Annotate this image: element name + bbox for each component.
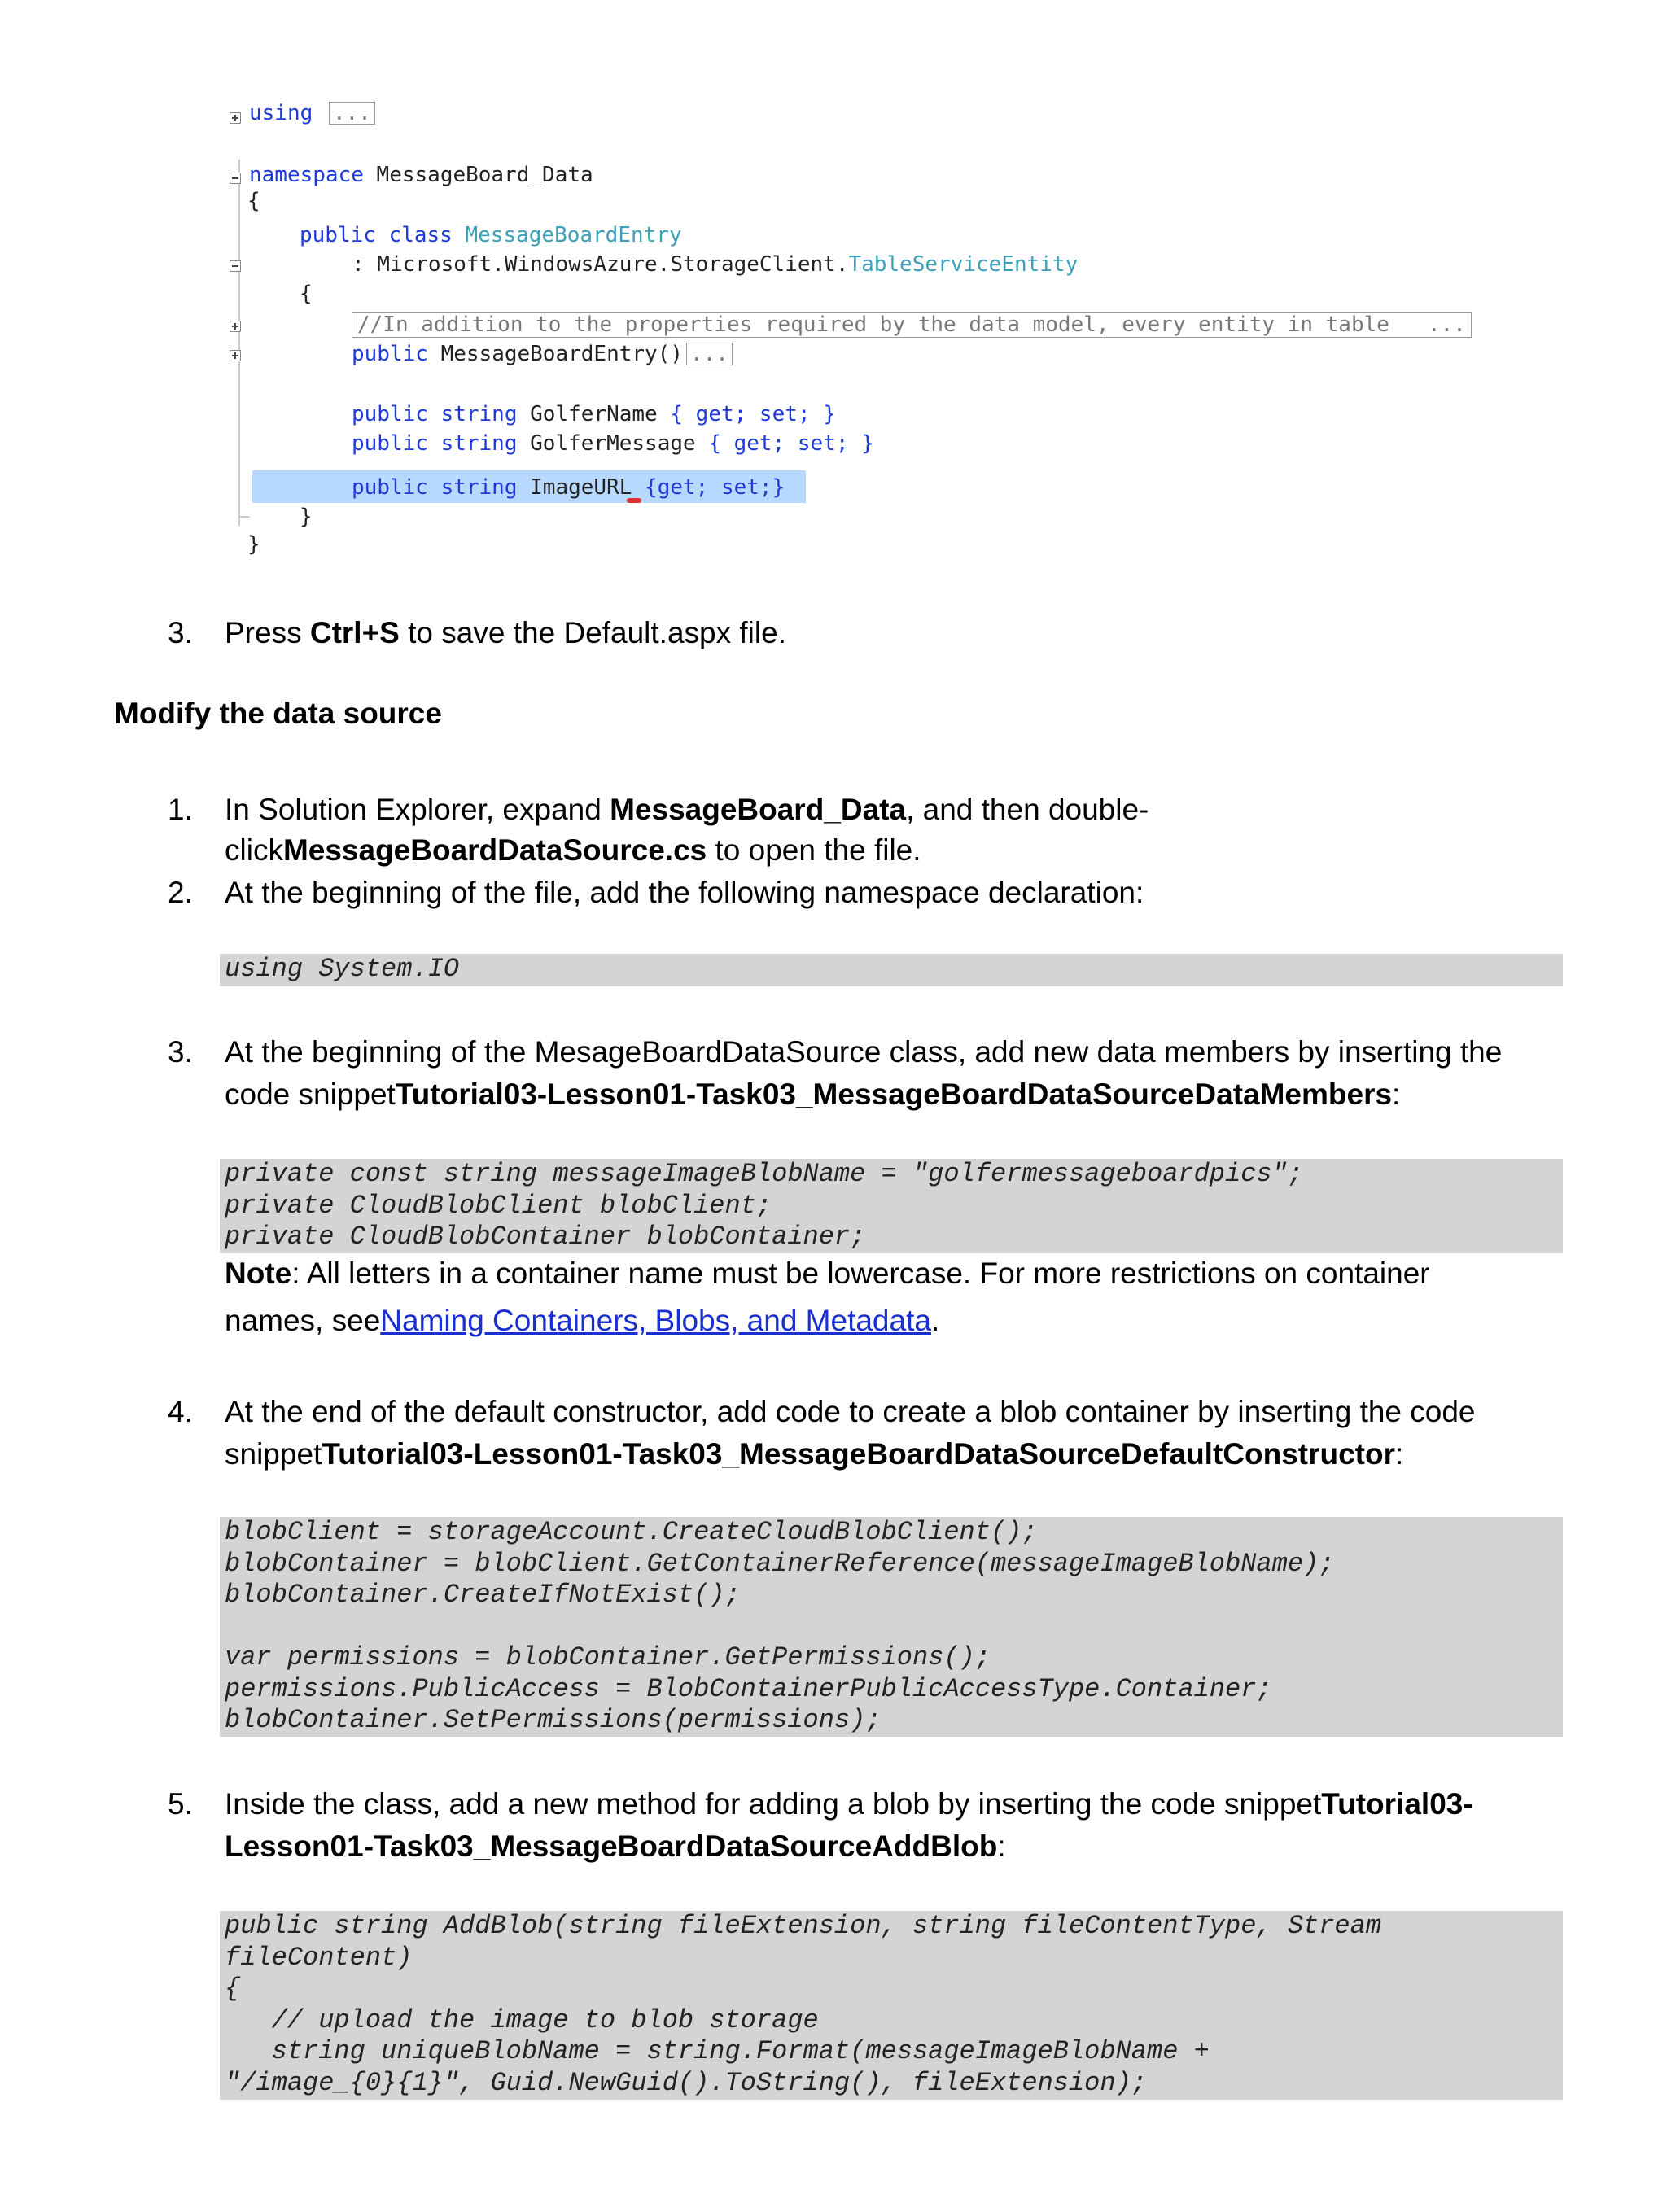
code-editor-screenshot <box>220 96 1506 568</box>
property-name: GolferMessage <box>530 431 696 456</box>
keyword: using <box>249 101 313 125</box>
class-name: MessageBoardEntry <box>465 223 682 247</box>
text: to save the Default.aspx file. <box>399 616 786 649</box>
step-text <box>225 789 1149 830</box>
brace-line: } <box>247 532 260 557</box>
collapsed-comment[interactable]: //In addition to the properties required by the data model, every entity in table ... <box>352 312 1472 338</box>
collapse-icon[interactable] <box>230 260 241 272</box>
text: In Solution Explorer, expand <box>225 793 610 826</box>
base-prefix: : Microsoft.WindowsAzure.StorageClient. <box>352 252 849 277</box>
step-text: At the end of the default constructor, add code to create a blob container by inserting the code <box>225 1395 1476 1428</box>
expand-icon[interactable] <box>230 112 241 124</box>
outline-guide <box>238 160 240 526</box>
step-number: 3. <box>168 616 193 649</box>
namespace-name: MessageBoard_Data <box>376 163 593 187</box>
project-name: MessageBoard_Data <box>610 793 907 826</box>
expand-icon[interactable] <box>230 321 241 332</box>
class-line <box>300 221 682 251</box>
keyword: public string <box>352 431 518 456</box>
snippet-name: Tutorial03-Lesson01-Task03_MessageBoardDataSourceDefaultConstructor <box>322 1437 1395 1471</box>
text: Press <box>225 616 310 649</box>
outline-guide-end <box>238 516 250 518</box>
base-type: TableServiceEntity <box>848 252 1079 277</box>
step-text-continued <box>225 830 921 871</box>
brace-line: } <box>300 505 313 529</box>
text: names, see <box>225 1304 381 1337</box>
step-text-continued <box>225 1074 1400 1115</box>
property-line-selected <box>352 474 785 503</box>
step-number: 4. <box>168 1395 193 1428</box>
shortcut: Ctrl+S <box>309 616 400 649</box>
step-number: 1. <box>168 793 193 826</box>
note-label: Note <box>225 1257 292 1290</box>
code-block: public string AddBlob(string fileExtension, string fileContentType, Stream fileContent) { // upload the image to blob storage string uniqueBlobName = string.Format(messageImageBlobName + "/image_{0}{1}", Guid.NewGuid().ToString(), fileExtension); <box>220 1911 1563 2100</box>
property-line <box>352 430 874 459</box>
text: Inside the class, add a new method for adding a blob by inserting the code snippet <box>225 1787 1322 1821</box>
text: click <box>225 833 283 867</box>
naming-containers-link[interactable]: Naming Containers, Blobs, and Metadata <box>380 1304 931 1337</box>
property-name: GolferName <box>530 402 658 426</box>
accessors: {get; set;} <box>645 475 785 500</box>
text: . <box>930 1304 940 1337</box>
code-block: using System.IO <box>220 954 1563 986</box>
text: : <box>1392 1078 1401 1111</box>
using-line <box>249 99 375 129</box>
step-number: 5. <box>168 1787 193 1821</box>
section-heading: Modify the data source <box>114 697 442 730</box>
keyword: namespace <box>249 163 364 187</box>
brace-line: { <box>247 189 260 213</box>
comment-line <box>352 311 1472 340</box>
note-text-continued <box>225 1301 939 1341</box>
text: snippet <box>225 1437 322 1471</box>
constructor-line <box>352 340 733 369</box>
step-text-continued <box>225 1826 1006 1867</box>
constructor-name: MessageBoardEntry() <box>440 342 683 366</box>
keyword: public <box>352 342 428 366</box>
step-text: At the beginning of the MesageBoardDataSource class, add new data members by inserting the <box>225 1035 1503 1069</box>
code-block: private const string messageImageBlobName = "golfermessageboardpics"; private CloudBlobClient blobClient; private CloudBlobContainer blobContainer; <box>220 1159 1563 1253</box>
keyword: public string <box>352 475 518 500</box>
text: to open the file. <box>707 833 921 867</box>
keyword: public string <box>352 402 518 426</box>
collapsed-region[interactable]: ... <box>329 102 375 125</box>
collapsed-region[interactable]: ... <box>686 343 733 365</box>
step-number: 3. <box>168 1035 193 1069</box>
step-text: At the beginning of the file, add the following namespace declaration: <box>225 876 1144 909</box>
snippet-name: Lesson01-Task03_MessageBoardDataSourceAddBlob <box>225 1829 998 1863</box>
collapse-icon[interactable] <box>230 173 241 184</box>
step-text-continued <box>225 1434 1403 1475</box>
note-text <box>225 1253 1430 1294</box>
text: , and then double- <box>906 793 1149 826</box>
property-line <box>352 400 836 430</box>
step-text <box>225 1784 1473 1825</box>
step-text <box>225 613 786 654</box>
keyword: public class <box>300 223 453 247</box>
text: : <box>1395 1437 1404 1471</box>
accessors: { get; set; } <box>708 431 874 456</box>
base-class-line <box>352 251 1078 280</box>
step-number: 2. <box>168 876 193 909</box>
text: : All letters in a container name must be lowercase. For more restrictions on container <box>291 1257 1430 1290</box>
snippet-name: Tutorial03- <box>1321 1787 1473 1821</box>
text: code snippet <box>225 1078 396 1111</box>
expand-icon[interactable] <box>230 350 241 361</box>
code-block: blobClient = storageAccount.CreateCloudBlobClient(); blobContainer = blobClient.GetContainerReference(messageImageBlobName); blobContainer.CreateIfNotExist(); var permissions = blobContainer.GetPermissions(); permissions.PublicAccess = BlobContainerPublicAccessType.Container; blobContainer.SetPermissions(permissions); <box>220 1517 1563 1737</box>
file-name: MessageBoardDataSource.cs <box>282 833 707 867</box>
accessors: { get; set; } <box>670 402 836 426</box>
brace-line: { <box>300 282 313 306</box>
snippet-name: Tutorial03-Lesson01-Task03_MessageBoardDataSourceDataMembers <box>395 1078 1393 1111</box>
namespace-line <box>249 161 593 190</box>
text: : <box>997 1829 1006 1863</box>
property-name: ImageURL <box>530 475 632 500</box>
